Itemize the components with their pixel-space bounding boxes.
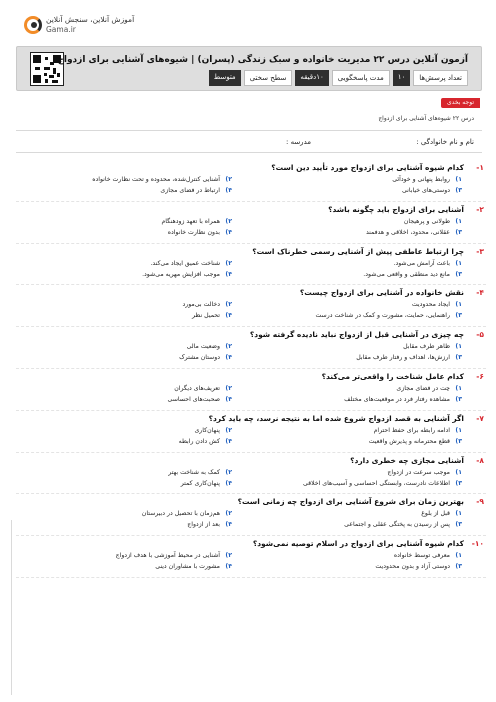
answer-option[interactable]: موجب افزایش مهریه می‌شود. (142, 270, 220, 278)
option-number: ۱) (455, 468, 462, 476)
question-item (16, 369, 486, 411)
option-number: ۲) (225, 468, 232, 476)
question-number: ۱۰- (471, 539, 484, 549)
option-number: ۴) (225, 187, 232, 194)
option-number: ۴) (225, 228, 232, 236)
exam-meta (209, 70, 468, 86)
question-number: ۵- (476, 330, 484, 340)
option-number: ۳) (455, 354, 462, 362)
option-number: ۴) (225, 395, 232, 403)
question-item (16, 494, 486, 536)
answer-option[interactable]: مشاهده رفتار فرد در موقعیت‌های مختلف (344, 395, 450, 403)
answer-option[interactable]: دوستی‌های خیابانی (402, 187, 450, 194)
option-number: ۱) (455, 301, 462, 309)
answer-option[interactable]: شناخت عمیق ایجاد می‌کند. (150, 259, 220, 267)
answer-option[interactable]: روابط پنهانی و خودآئی (392, 176, 450, 183)
answer-option[interactable]: هم‌زمان با تحصیل در دبیرستان (141, 510, 220, 518)
answer-option[interactable]: پنهان‌کاری کمتر (180, 479, 220, 487)
question-text: چرا ارتباط عاطفی پیش از آشنایی رسمی خطرناک است؟ (252, 246, 464, 256)
option-number: ۱) (455, 217, 462, 225)
question-text: آشنایی مجازی چه خطری دارد؟ (350, 455, 464, 465)
answer-option[interactable]: مشورت با مشاوران دینی (155, 563, 220, 571)
answer-option[interactable]: طولانی و پرهیجان (403, 217, 450, 225)
difficulty-value: متوسط (209, 70, 241, 86)
question-text: کدام شیوه آشنایی برای ازدواج مورد تأیید دین است؟ (271, 163, 464, 172)
answer-option[interactable]: ادامه رابطه برای حفظ احترام (373, 426, 450, 434)
question-text: بهترین زمان برای شروع آشنایی برای ازدواج چه زمانی است؟ (237, 497, 464, 507)
exam-title: آزمون آنلاین درس ۲۲ مدیریت خانواده و سبک زندگی (پسران) | شیوه‌های آشنایی برای ازدواج (57, 55, 468, 65)
answer-option[interactable]: کش دادن رابطه (178, 437, 220, 445)
notice-badge: توجه بخدی (441, 98, 480, 108)
question-item (16, 411, 486, 453)
option-number: ۳) (455, 437, 462, 445)
answer-option[interactable]: تعریف‌های دیگران (174, 384, 220, 392)
student-name-field: نام و نام خانوادگی : (416, 138, 474, 146)
answer-option[interactable]: مانع دید منطقی و واقعی می‌شود. (363, 270, 450, 278)
question-item (16, 536, 486, 578)
option-number: ۴) (225, 354, 232, 362)
answer-option[interactable]: صحبت‌های احساسی (167, 395, 220, 403)
option-number: ۳) (455, 312, 462, 320)
question-item (16, 202, 486, 244)
answer-option[interactable]: عقلانی، محدود، اخلاقی و هدفمند (365, 228, 450, 236)
answer-option[interactable]: آشنایی کنترل‌شده، محدوده و تحت نظارت خانواده (92, 176, 220, 183)
difficulty-label: سطح سختی (244, 70, 293, 86)
school-field: مدرسه : (285, 138, 311, 146)
answer-option[interactable]: اطلاعات نادرست، وابستگی احساسی و آسیب‌های اخلاقی (302, 479, 450, 487)
answer-option[interactable]: باعث آرامش می‌شود. (393, 259, 450, 267)
question-text: چه چیزی در آشنایی قبل از ازدواج نباید نادیده گرفته شود؟ (249, 330, 464, 340)
divider (16, 152, 482, 153)
option-number: ۲) (225, 301, 232, 309)
answer-option[interactable]: بعد از ازدواج (187, 521, 220, 529)
option-number: ۱) (455, 552, 462, 560)
option-number: ۳) (455, 521, 462, 529)
option-number: ۲) (225, 510, 232, 518)
answer-option[interactable]: پس از رسیدن به پختگی عقلی و اجتماعی (344, 521, 450, 529)
question-number: ۶- (476, 371, 484, 381)
answer-option[interactable]: دوستان مشترک (179, 354, 220, 362)
answer-option[interactable]: دوستی آزاد و بدون محدودیت (375, 563, 450, 571)
answer-option[interactable]: معرفی توسط خانواده (393, 552, 450, 560)
answer-option[interactable]: موجب سرعت در ازدواج (387, 468, 450, 476)
question-number: ۷- (476, 413, 484, 423)
option-number: ۱) (455, 343, 462, 351)
question-text: کدام شیوه آشنایی برای ازدواج در اسلام توصیه نمی‌شود؟ (252, 539, 464, 549)
option-number: ۲) (225, 343, 232, 351)
answer-option[interactable]: کمک به شناخت بهتر (168, 468, 220, 476)
answer-option[interactable]: بدون نظارت خانواده (167, 228, 220, 236)
question-text: کدام عامل شناخت را واقعی‌تر می‌کند؟ (321, 371, 464, 381)
question-text: نقش خانواده در آشنایی برای ازدواج چیست؟ (299, 288, 464, 298)
margin-line (11, 520, 12, 695)
question-number: ۳- (476, 246, 484, 256)
answer-option[interactable]: همراه با تعهد زودهنگام (161, 217, 220, 225)
question-count-value: ۱۰ (393, 70, 411, 86)
question-item (16, 244, 486, 286)
answer-option[interactable]: آشنایی در محیط آموزشی با هدف ازدواج (115, 552, 220, 560)
option-number: ۴) (225, 437, 232, 445)
question-text: آشنایی برای ازدواج باید چگونه باشد؟ (328, 204, 464, 214)
option-number: ۴) (225, 270, 232, 278)
gama-logo-icon (24, 16, 42, 34)
option-number: ۲) (225, 176, 232, 183)
answer-option[interactable]: دخالت بی‌مورد (182, 301, 220, 309)
option-number: ۱) (455, 176, 462, 183)
option-number: ۱) (455, 510, 462, 518)
option-number: ۳) (455, 479, 462, 487)
answer-option[interactable]: چت در فضای مجازی (396, 384, 450, 392)
duration-value: ۱۰دقیقه (295, 70, 328, 86)
option-number: ۴) (225, 563, 232, 571)
option-number: ۲) (225, 217, 232, 225)
question-number: ۸- (476, 455, 484, 465)
question-item (16, 160, 486, 202)
answer-option[interactable]: وضعیت مالی (186, 343, 220, 351)
question-list (16, 160, 486, 578)
answer-option[interactable]: ارتباط در فضای مجازی (160, 187, 220, 194)
option-number: ۲) (225, 384, 232, 392)
option-number: ۳) (455, 563, 462, 571)
answer-option[interactable]: ایجاد محدودیت (411, 301, 450, 309)
answer-option[interactable]: ارزش‌ها، اهداف و رفتار طرف مقابل (356, 354, 450, 362)
question-number: ۱- (476, 163, 484, 172)
answer-option[interactable]: قبل از بلوغ (421, 510, 450, 518)
question-number: ۲- (476, 204, 484, 214)
answer-option[interactable]: راهنمایی، حمایت، مشورت و کمک در شناخت درست (315, 312, 450, 320)
question-number: ۹- (476, 497, 484, 507)
answer-option[interactable]: پنهان‌کاری (194, 426, 220, 434)
question-count-label: تعداد پرسش‌ها (413, 70, 468, 86)
option-number: ۱) (455, 259, 462, 267)
option-number: ۱) (455, 384, 462, 392)
option-number: ۲) (225, 552, 232, 560)
answer-option[interactable]: تحمیل نظر (191, 312, 220, 320)
question-item (16, 453, 486, 495)
option-number: ۱) (455, 426, 462, 434)
option-number: ۳) (455, 228, 462, 236)
option-number: ۳) (455, 395, 462, 403)
option-number: ۳) (455, 270, 462, 278)
option-number: ۲) (225, 259, 232, 267)
question-item (16, 327, 486, 369)
question-number: ۴- (476, 288, 484, 298)
option-number: ۴) (225, 521, 232, 529)
answer-option[interactable]: قطع محترمانه و پذیرش واقعیت (368, 437, 450, 445)
brand-url[interactable]: Gama.ir (46, 25, 76, 34)
notice-text: درس ۲۲ شیوه‌های آشنایی برای ازدواج (378, 115, 474, 122)
question-text: اگر آشنایی به قصد ازدواج شروع شده اما به نتیجه نرسد، چه باید کرد؟ (208, 413, 464, 423)
brand-bar (0, 14, 496, 42)
option-number: ۳) (455, 187, 462, 194)
option-number: ۲) (225, 426, 232, 434)
duration-label: مدت پاسخگویی (332, 70, 390, 86)
option-number: ۴) (225, 479, 232, 487)
option-number: ۴) (225, 312, 232, 320)
divider (16, 130, 482, 131)
answer-option[interactable]: ظاهر طرف مقابل (403, 343, 450, 351)
brand-name: آموزش آنلاین، سنجش آنلاین (46, 15, 135, 24)
question-item (16, 285, 486, 327)
